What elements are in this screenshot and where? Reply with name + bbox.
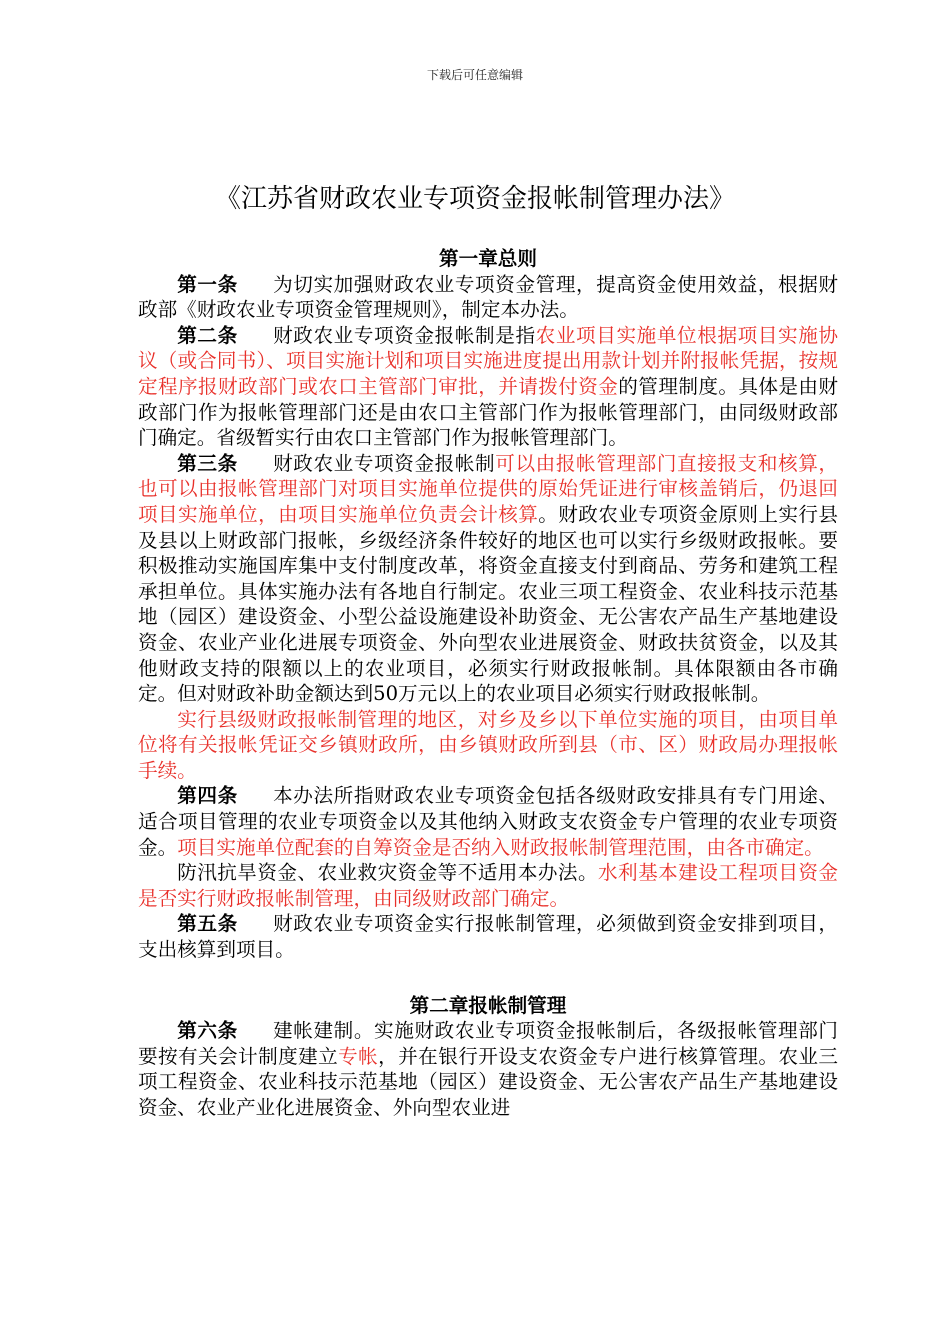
article-6 [138, 1018, 838, 1120]
article-4 [138, 783, 838, 860]
article-5-label: 第五条 [177, 912, 238, 936]
chapter-1-heading: 第一章总则 [439, 247, 537, 270]
article-3-text-1: 财政农业专项资金报帐制 [273, 451, 496, 475]
article-1 [138, 272, 838, 323]
article-3-text-2: 。财政农业专项资金原则上实行县及县以上财政部门报帐，乡级经济条件较好的地区也可以实行乡级财政报帐。要积极推动实施国库集中支付制度改革，将资金直接支付到商品、劳务和建筑工程承担单位。具体实施办法有各地自行制定。农业三项工程资金、农业科技示范基地（园区）建设资金、小型公益设施建设补助资金、无公害农产品生产基地建设资金、农业产业化进展专项资金、外向型农业进展资金、财政扶贫资金，以及其他财政支持的限额以上的农业项目，必须实行财政报帐制。具体限额由各市确定。但对财政补助金额达到50万元以上的农业项目必须实行财政报帐制。 [138, 502, 839, 706]
article-3-highlight: 可以由报帐管理部门直接报支和核算，也可以由报帐管理部门对项目实施单位提供的原始凭证进行审核盖销后，仍退回项目实施单位，由项目实施单位负责会计核算 [138, 451, 839, 526]
article-3-paragraph-2: 实行县级财政报帐制管理的地区，对乡及乡以下单位实施的项目，由项目单位将有关报帐凭证交乡镇财政所，由乡镇财政所到县（市、区）财政局办理报帐手续。 [138, 707, 838, 782]
document-title: 《江苏省财政农业专项资金报帐制管理办法》 [214, 184, 735, 214]
article-3-label: 第三条 [177, 451, 238, 475]
article-4-p2-text: 防汛抗旱资金、农业救灾资金等不适用本办法。 [177, 861, 598, 885]
chapter-2-heading: 第二章报帐制管理 [409, 993, 567, 1017]
page-header-note: 下载后可任意编辑 [426, 68, 523, 82]
article-2-text-1: 财政农业专项资金报帐制是指 [273, 323, 536, 347]
article-4-p2-highlight: 水利基本建设工程项目资金是否实行财政报帐制管理，由同级财政部门确定。 [138, 861, 839, 910]
article-2-highlight: 农业项目实施单位根据项目实施协议（或合同书）、项目实施计划和项目实施进度提出用款计划并附报帐凭据，按规定程序报财政部门或农口主管部门审批，并请拨付资金 [138, 323, 839, 398]
article-6-highlight: 专帐 [338, 1044, 379, 1068]
article-5 [138, 911, 838, 962]
article-2-text-2: 的管理制度。具体是由财政部门作为报帐管理部门还是由农口主管部门作为报帐管理部门，由同级财政部门确定。省级暂实行由农口主管部门作为报帐管理部门。 [138, 374, 839, 450]
article-6-text-2: ，并在银行开设支农资金专户进行核算管理。农业三项工程资金、农业科技示范基地（园区）建设资金、无公害农产品生产基地建设资金、农业产业化进展资金、外向型农业进 [138, 1044, 839, 1119]
article-4-text-1: 本办法所指财政农业专项资金包括各级财政安排具有专门用途、适合项目管理的农业专项资金以及其他纳入财政支农资金专户管理的农业专项资金。 [138, 784, 839, 859]
article-3 [138, 451, 838, 707]
article-4-highlight: 项目实施单位配套的自筹资金是否纳入财政报帐制管理范围，由各市确定。 [177, 835, 824, 859]
article-4-label: 第四条 [177, 784, 238, 808]
article-2-label: 第二条 [177, 323, 238, 347]
article-6-text-1: 建帐建制。实施财政农业专项资金报帐制后，各级报帐管理部门要按有关会计制度建立 [138, 1019, 839, 1068]
article-6-label: 第六条 [177, 1019, 238, 1043]
document-body [138, 246, 838, 1121]
article-5-text: 财政农业专项资金实行报帐制管理，必须做到资金安排到项目，支出核算到项目。 [138, 912, 839, 962]
article-1-label: 第一条 [177, 272, 238, 296]
article-1-text: 为切实加强财政农业专项资金管理，提高资金使用效益，根据财政部《财政农业专项资金管理规则》，制定本办法。 [138, 272, 839, 322]
article-4-paragraph-2 [138, 860, 838, 911]
article-2 [138, 323, 838, 451]
